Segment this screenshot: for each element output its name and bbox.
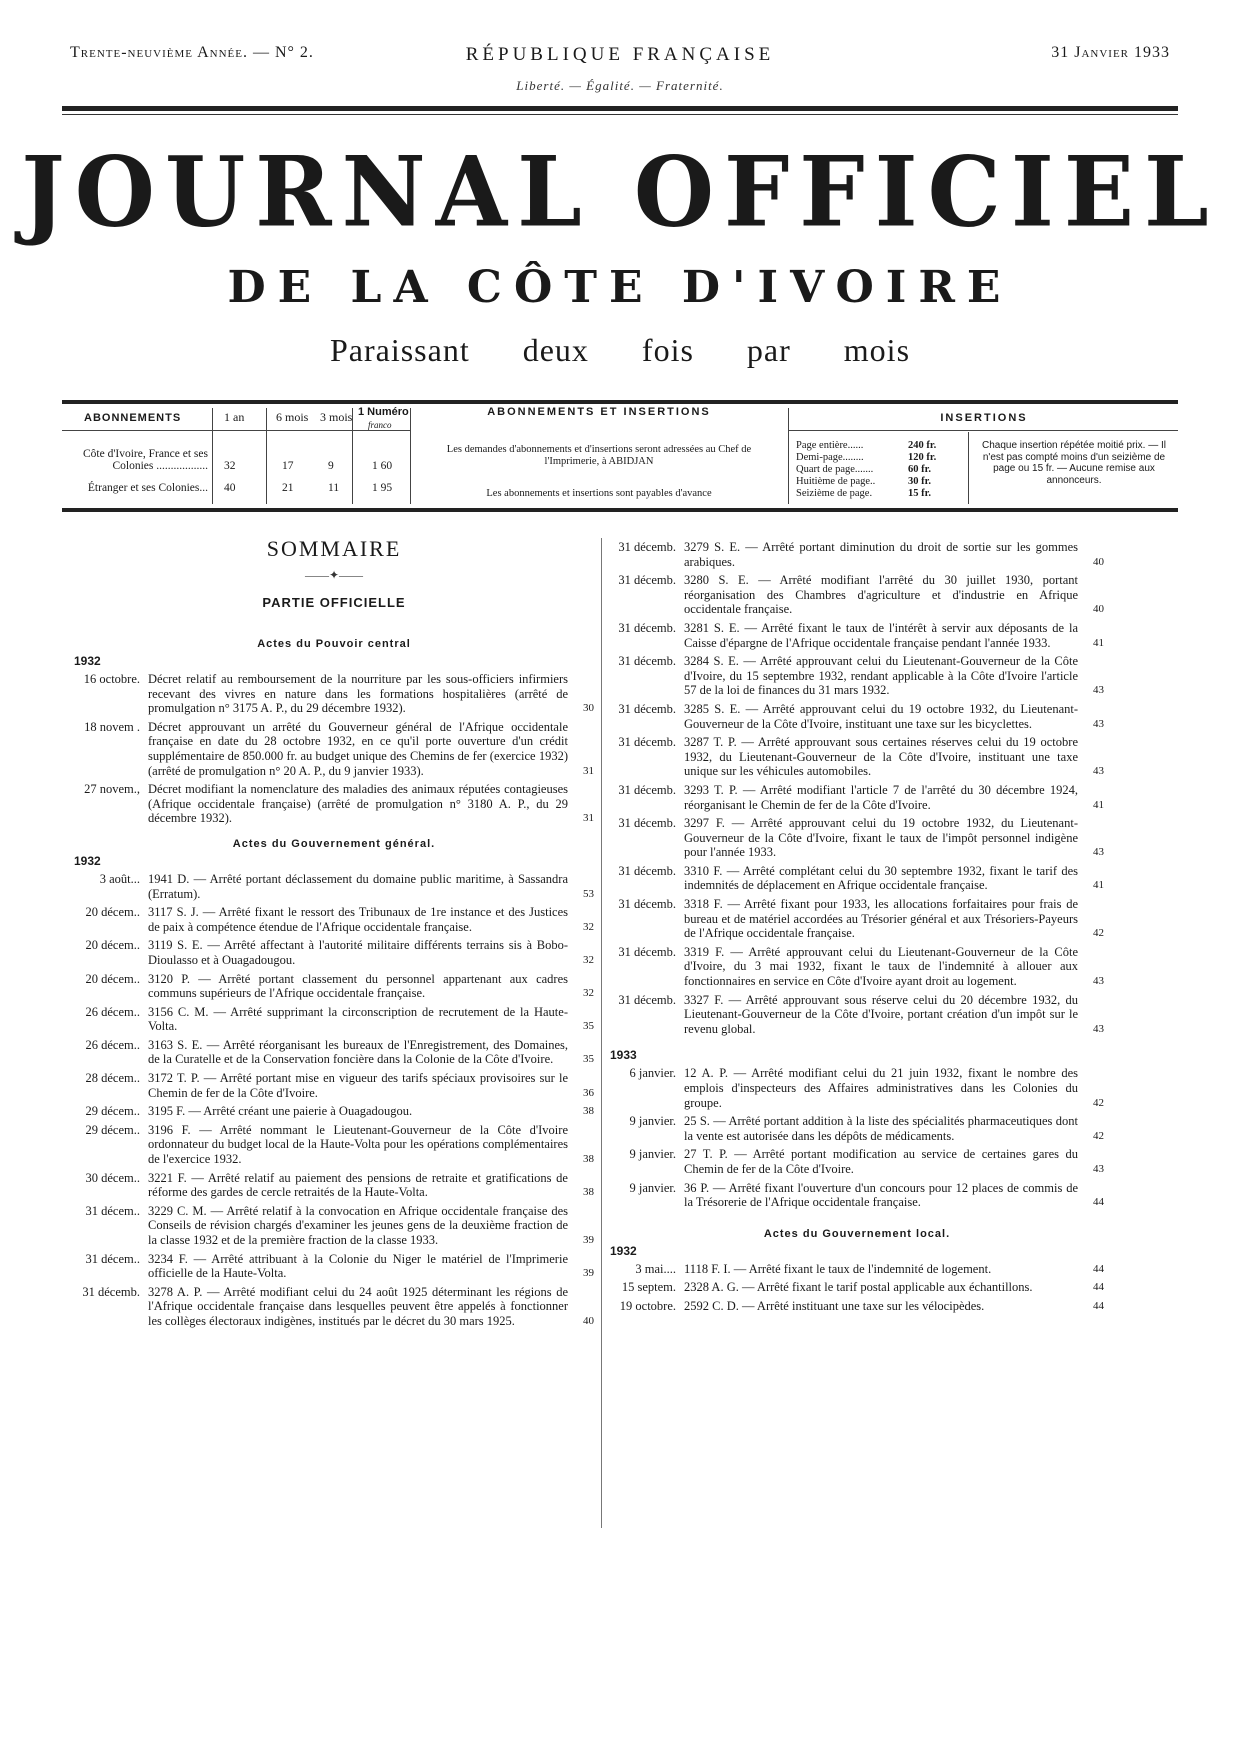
rate-1an: 32	[224, 460, 236, 472]
entry-text: 3196 F. — Arrêté nommant le Lieutenant-Gouverneur de la Côte d'Ivoire ordonnateur du budget local de la Haute-Volta pour les opérations complémentaires de l'exercice 1932.	[148, 1122, 568, 1167]
rate-3mois: 9	[328, 460, 334, 472]
insertion-price: 30 fr.	[908, 476, 931, 487]
entry-text: 36 P. — Arrêté fixant l'ouverture d'un concours pour 12 places de commis de la Trésorerie de l'Afrique occidentale française.	[684, 1180, 1078, 1210]
entry-text: 3279 S. E. — Arrêté portant diminution du droit de sortie sur les gommes arabiques.	[684, 540, 1078, 569]
entry-date: 20 décem..	[85, 905, 140, 920]
entry-date: 15 septem.	[621, 1280, 676, 1295]
entry-text: 3318 F. — Arrêté fixant pour 1933, les allocations forfaitaires pour frais de bureau et de matériel accordées au Trésorier général et aux Trésoriers-Payeurs de l'Afrique occidentale française.	[684, 897, 1078, 941]
entry-date: 26 décem..	[85, 1037, 140, 1052]
masthead-subtitle: DE LA CÔTE D'IVOIRE	[227, 262, 1013, 313]
entry-text: 1118 F. I. — Arrêté fixant le taux de l'indemnité de logement.	[684, 1261, 992, 1276]
year-heading: 1932	[74, 654, 101, 668]
entry-text: 3234 F. — Arrêté attribuant à la Colonie du Niger le matériel de l'Imprimerie officielle de la Haute-Volta.	[148, 1251, 568, 1281]
toc-entry	[74, 938, 594, 967]
entry-text: 3163 S. E. — Arrêté réorganisant les bureaux de l'Enregistrement, des Domaines, de la Curatelle et de la Conservation foncière dans la Colonie de la Côte d'Ivoire.	[148, 1037, 568, 1067]
entry-date: 3 mai....	[635, 1261, 676, 1276]
entry-date: 31 décemb.	[618, 816, 676, 831]
entry-text: 25 S. — Arrêté portant addition à la liste des spécialités pharmaceutiques dont la vente est autorisée dans les dépôts de médicaments.	[684, 1114, 1078, 1143]
entry-date: 31 décemb.	[618, 897, 676, 912]
entry-page: 44	[1093, 1196, 1104, 1209]
toc-entry	[74, 905, 594, 934]
entry-date: 31 décemb.	[618, 620, 676, 635]
rate-6mois: 21	[282, 482, 294, 494]
entry-date: 29 décem..	[85, 1104, 140, 1119]
rate-numero: 1 60	[372, 460, 393, 472]
entry-page: 39	[583, 1267, 594, 1280]
toc-entry	[610, 1147, 1104, 1176]
toc-entry	[74, 1252, 594, 1281]
entry-text: 3285 S. E. — Arrêté approuvant celui du 19 octobre 1932, du Lieutenant-Gouverneur de la Côte d'Ivoire, instituant une taxe sur les bicyclettes.	[684, 701, 1078, 731]
rate-6mois: 17	[282, 460, 294, 472]
abonnements-insertions-heading: ABONNEMENTS ET INSERTIONS	[487, 406, 711, 418]
insertion-label: Quart de page.......	[796, 464, 874, 475]
entry-page: 38	[583, 1105, 594, 1118]
entry-date: 31 décemb.	[618, 540, 676, 554]
rate-1an: 40	[224, 482, 236, 494]
entry-page: 38	[583, 1153, 594, 1166]
top-line	[70, 44, 1170, 66]
entry-date: 9 janvier.	[629, 1180, 676, 1195]
entry-text: 3287 T. P. — Arrêté approuvant sous certaines réserves celui du 19 octobre 1932, du Lieutenant-Gouverneur de la Côte d'Ivoire, instituant une taxe unique sur les véhicules automobiles.	[684, 735, 1078, 779]
entry-date: 27 novem.,	[84, 782, 140, 797]
entry-text: 12 A. P. — Arrêté modifiant celui du 21 juin 1932, fixant le nombre des emplois d'inspecteurs des Affaires administratives dans les Colonies du groupe.	[684, 1066, 1078, 1110]
issue-number: Trente-neuvième Année. — N° 2.	[70, 44, 314, 61]
divider	[410, 408, 411, 504]
entry-page: 41	[1093, 798, 1104, 811]
entry-date: 3 août...	[99, 871, 140, 886]
entry-date: 30 décem..	[85, 1170, 140, 1185]
entry-text: 3120 P. — Arrêté portant classement du personnel appartenant aux cadres communs supérieurs de l'Afrique occidentale française.	[148, 971, 568, 1001]
entry-date: 6 janvier.	[629, 1066, 676, 1081]
entry-page: 43	[1093, 717, 1104, 730]
divider	[788, 430, 1178, 431]
entry-page: 44	[1093, 1281, 1104, 1294]
entry-text: 3172 T. P. — Arrêté portant mise en vigueur des tarifs spéciaux provisoires sur le Chemin de fer de la Côte d'Ivoire.	[148, 1071, 568, 1100]
entry-text: 3310 F. — Arrêté complétant celui du 30 septembre 1932, fixant le tarif des indemnités de déplacement en Afrique occidentale française.	[684, 863, 1078, 893]
entry-date: 9 janvier.	[629, 1114, 676, 1129]
toc-entry	[610, 540, 1104, 569]
divider	[352, 408, 353, 504]
insertion-label: Huitième de page..	[796, 476, 876, 487]
entry-text: 3327 F. — Arrêté approuvant sous réserve celui du 20 décembre 1932, du Lieutenant-Gouverneur de la Côte d'Ivoire, portant création d'un impôt sur le revenu global.	[684, 992, 1078, 1036]
entry-date: 31 décem..	[85, 1251, 140, 1266]
entry-text: 3297 F. — Arrêté approuvant celui du 19 octobre 1932, du Lieutenant-Gouverneur de la Côte d'Ivoire, fixant le taux de l'impôt personnel indigène pour l'année 1933.	[684, 816, 1078, 860]
partie-officielle-heading: PARTIE OFFICIELLE	[262, 595, 406, 610]
entry-text: 3221 F. — Arrêté relatif au paiement des pensions de retraite et gratifications de réforme des gardes de cercle retraités de la Haute-Volta.	[148, 1170, 568, 1200]
rate-row-label: Étranger et ses Colonies...	[87, 482, 208, 494]
entry-date: 31 décemb.	[618, 944, 676, 959]
entry-text: 3319 F. — Arrêté approuvant celui du Lieutenant-Gouverneur de la Côte d'Ivoire, du 3 mai 1932, fixant le taux de l'indemnité à allouer aux fonctionnaires en service en Côte d'Ivoire ayant droit au logement.	[684, 944, 1078, 989]
divider	[62, 430, 410, 431]
entry-page: 35	[583, 1020, 594, 1033]
entry-text: 2592 C. D. — Arrêté instituant une taxe sur les vélocipèdes.	[684, 1298, 985, 1313]
insertions-heading: INSERTIONS	[940, 412, 1028, 424]
toc-entry	[610, 864, 1104, 893]
insertion-price: 15 fr.	[908, 488, 931, 499]
entry-page: 35	[583, 1053, 594, 1066]
entry-page: 36	[583, 1086, 594, 1099]
entry-page: 43	[1093, 975, 1104, 988]
insertion-price: 120 fr.	[908, 452, 937, 463]
section-pouvoir-central: Actes du Pouvoir central	[257, 638, 411, 650]
toc-entry	[74, 1005, 594, 1034]
insertion-label: Seizième de page.	[796, 488, 873, 499]
rate-3mois: 11	[328, 482, 340, 494]
toc-entry	[74, 720, 594, 778]
entry-page: 41	[1093, 879, 1104, 892]
col-1an: 1 an	[224, 410, 245, 424]
entry-text: 3156 C. M. — Arrêté supprimant la circonscription de recrutement de la Haute-Volta.	[148, 1004, 568, 1034]
toc-entry	[74, 1038, 594, 1067]
sommaire-title: SOMMAIRE	[266, 536, 402, 561]
entry-page: 40	[1093, 603, 1104, 616]
divider	[266, 408, 267, 504]
toc-entry	[610, 1066, 1104, 1110]
entry-page: 44	[1093, 1299, 1104, 1312]
masthead-title: JOURNAL OFFICIEL	[21, 135, 1219, 249]
toc-entry	[74, 1071, 594, 1100]
entry-date: 28 décem..	[85, 1071, 140, 1086]
sommaire-left-column	[74, 536, 594, 1333]
entry-text: 3293 T. P. — Arrêté modifiant l'article 7 de l'arrêté du 30 décembre 1924, réorganisant le Chemin de fer de la Côte d'Ivoire.	[684, 782, 1078, 812]
address-notice: Les demandes d'abonnements et d'insertions seront adressées au Chef de l'Imprimerie, à ABIDJAN	[446, 444, 752, 467]
entry-date: 19 octobre.	[619, 1298, 676, 1313]
entry-text: 3278 A. P. — Arrêté modifiant celui du 24 août 1925 déterminant les régions de l'Afrique occidentale française dans lesquelles peuvent être appelés à fonctionner les collèges électoraux indigènes, institués par le décret du 30 mars 1925.	[148, 1284, 568, 1328]
entry-text: Décret modifiant la nomenclature des maladies des animaux réputées contagieuses (Afrique occidentale française) (arrêté de promulgation n° 3180 A. P., du 29 décembre 1932).	[148, 782, 568, 826]
entry-text: 2328 A. G. — Arrêté fixant le tarif postal applicable aux échantillons.	[684, 1280, 1033, 1295]
subscription-box	[62, 400, 1178, 512]
toc-entry	[610, 1114, 1104, 1143]
entry-page: 41	[1093, 636, 1104, 649]
publication-frequency: Paraissant deux fois par mois	[329, 332, 911, 368]
toc-entry	[610, 993, 1104, 1037]
motto: Liberté. — Égalité. — Fraternité.	[516, 78, 724, 93]
toc-entry	[610, 621, 1104, 650]
toc-entry	[74, 672, 594, 716]
toc-entry	[610, 573, 1104, 617]
toc-entry	[74, 1104, 594, 1119]
toc-entry	[610, 1280, 1104, 1295]
insertion-price: 240 fr.	[908, 440, 937, 451]
toc-entry	[74, 1204, 594, 1248]
divider	[968, 432, 969, 504]
entry-text: 3117 S. J. — Arrêté fixant le ressort des Tribunaux de 1re instance et des Justices de paix à compétence étendue de l'Afrique occidentale française.	[148, 905, 568, 934]
entry-page: 53	[583, 887, 594, 900]
toc-entry	[74, 782, 594, 826]
rate-numero: 1 95	[372, 482, 393, 494]
col-franco: franco	[368, 420, 392, 430]
toc-entry	[610, 702, 1104, 731]
entry-date: 31 décemb.	[618, 701, 676, 716]
entry-date: 26 décem..	[85, 1004, 140, 1019]
entry-page: 40	[1093, 555, 1104, 568]
entry-date: 31 décemb.	[618, 863, 676, 878]
abonnements-heading: ABONNEMENTS	[84, 412, 182, 424]
entry-page: 44	[1093, 1262, 1104, 1275]
toc-entry	[610, 945, 1104, 989]
entry-date: 18 novem .	[84, 719, 140, 734]
entry-text: 3195 F. — Arrêté créant une paierie à Ouagadougou.	[148, 1104, 413, 1119]
section-gouvernement-general: Actes du Gouvernement général.	[232, 837, 436, 850]
col-6mois: 6 mois	[276, 410, 309, 424]
toc-entry	[74, 1285, 594, 1329]
entry-text: 3284 S. E. — Arrêté approuvant celui du Lieutenant-Gouverneur de la Côte d'Ivoire, du 15 septembre 1932, rendant applicable à la Côte d'Ivoire l'article 57 de la loi de finances du 31 mars 1932.	[684, 654, 1078, 698]
toc-entry	[74, 1171, 594, 1200]
entry-date: 29 décem..	[85, 1122, 140, 1137]
entry-page: 32	[583, 920, 594, 933]
toc-entry	[610, 1181, 1104, 1210]
entry-date: 31 décemb.	[618, 782, 676, 797]
entry-text: 27 T. P. — Arrêté portant modification au service de certaines gares du Chemin de fer de la Côte d'Ivoire.	[684, 1147, 1078, 1176]
sommaire-right-column	[610, 540, 1104, 1318]
issue-date: 31 Janvier 1933	[1051, 44, 1170, 61]
toc-entry	[610, 1299, 1104, 1314]
toc-entry	[74, 872, 594, 901]
ornament: ——✦——	[304, 568, 364, 582]
insertion-price: 60 fr.	[908, 464, 931, 475]
entry-page: 43	[1093, 1022, 1104, 1035]
year-heading: 1933	[610, 1048, 637, 1063]
entry-date: 16 octobre.	[83, 672, 140, 686]
divider	[788, 408, 789, 504]
entry-page: 31	[583, 812, 594, 825]
col-numero: 1 Numéro	[358, 406, 409, 418]
rate-row-label: Côte d'Ivoire, France et ses Colonies ..................	[82, 448, 208, 472]
toc-entry	[610, 897, 1104, 941]
entry-date: 31 décemb.	[618, 992, 676, 1007]
entry-text: 3119 S. E. — Arrêté affectant à l'autorité militaire différents terrains sis à Bobo-Dioulasso et à Ouagadougou.	[148, 938, 568, 967]
year-heading: 1932	[610, 1243, 637, 1258]
entry-page: 40	[583, 1314, 594, 1327]
entry-text: Décret relatif au remboursement de la nourriture par les sous-officiers infirmiers recevant des vivres en nature dans les formations hospitalières (arrêté de promulgation n° 3175 A. P., du 29 décembre 1932).	[148, 672, 568, 716]
toc-entry	[610, 654, 1104, 698]
entry-date: 20 décem..	[85, 971, 140, 986]
toc-entry	[610, 816, 1104, 860]
entry-page: 32	[583, 987, 594, 1000]
entry-page: 43	[1093, 765, 1104, 778]
republic-heading: RÉPUBLIQUE FRANÇAISE	[465, 44, 775, 65]
entry-text: 3281 S. E. — Arrêté fixant le taux de l'intérêt à servir aux déposants de la Caisse d'épargne de l'Afrique occidentale française pendant l'année 1933.	[684, 620, 1078, 650]
entry-page: 38	[583, 1186, 594, 1199]
entry-date: 31 décem..	[85, 1203, 140, 1218]
insertions-note: Chaque insertion répétée moitié prix. — Il n'est pas compté moins d'un seizième de page ou 15 fr. — Aucune remise aux annonceurs.	[982, 440, 1166, 486]
entry-text: 3280 S. E. — Arrêté modifiant l'arrêté du 30 juillet 1930, portant réorganisation des Chambres d'agriculture et d'industrie en Afrique occidentale française.	[684, 573, 1078, 617]
entry-page: 43	[1093, 846, 1104, 859]
entry-page: 43	[1093, 1162, 1104, 1175]
divider	[212, 408, 213, 504]
box-top-rule	[62, 400, 1178, 404]
entry-page: 32	[583, 953, 594, 966]
entry-date: 9 janvier.	[629, 1147, 676, 1162]
entry-page: 43	[1093, 684, 1104, 697]
toc-entry	[74, 1123, 594, 1167]
insertion-label: Demi-page........	[796, 452, 864, 463]
entry-page: 31	[583, 764, 594, 777]
entry-text: 3229 C. M. — Arrêté relatif à la convocation en Afrique occidentale française des Conseils de révision chargés d'examiner les jeunes gens de la deuxième fraction de la classe 1932 et de la première fraction de la classe 1933.	[148, 1203, 568, 1247]
toc-entry	[610, 783, 1104, 812]
entry-date: 31 décemb.	[618, 735, 676, 750]
entry-text: 1941 D. — Arrêté portant déclassement du domaine public maritime, à Sassandra (Erratum).	[148, 871, 568, 901]
toc-entry	[610, 735, 1104, 779]
entry-page: 39	[583, 1234, 594, 1246]
column-divider	[601, 538, 602, 1528]
entry-date: 31 décemb.	[82, 1284, 140, 1299]
entry-page: 30	[583, 702, 594, 715]
col-3mois: 3 mois	[320, 410, 353, 424]
entry-page: 42	[1093, 927, 1104, 940]
header-rule-thin	[62, 114, 1178, 115]
entry-text: Décret approuvant un arrêté du Gouverneur général de l'Afrique occidentale française en date du 28 octobre 1932, en ce qu'il porte ouverture d'un crédit supplémentaire de 850.000 fr. au budget unique des Chemins de fer (exercice 1932) (arrêté de promulgation n° 20 A. P., du 9 janvier 1933).	[148, 719, 568, 778]
entry-date: 31 décemb.	[618, 654, 676, 669]
header-rule	[62, 106, 1178, 111]
entry-page: 42	[1093, 1129, 1104, 1142]
entry-page: 42	[1093, 1096, 1104, 1109]
entry-date: 31 décemb.	[618, 573, 676, 588]
year-heading: 1932	[74, 853, 101, 868]
section-gouvernement-local: Actes du Gouvernement local.	[763, 1227, 951, 1240]
payment-notice: Les abonnements et insertions sont payables d'avance	[486, 488, 712, 499]
box-bottom-rule	[62, 508, 1178, 512]
toc-entry	[74, 972, 594, 1001]
entry-date: 20 décem..	[85, 938, 140, 953]
insertion-label: Page entière......	[796, 440, 864, 451]
toc-entry	[610, 1262, 1104, 1277]
